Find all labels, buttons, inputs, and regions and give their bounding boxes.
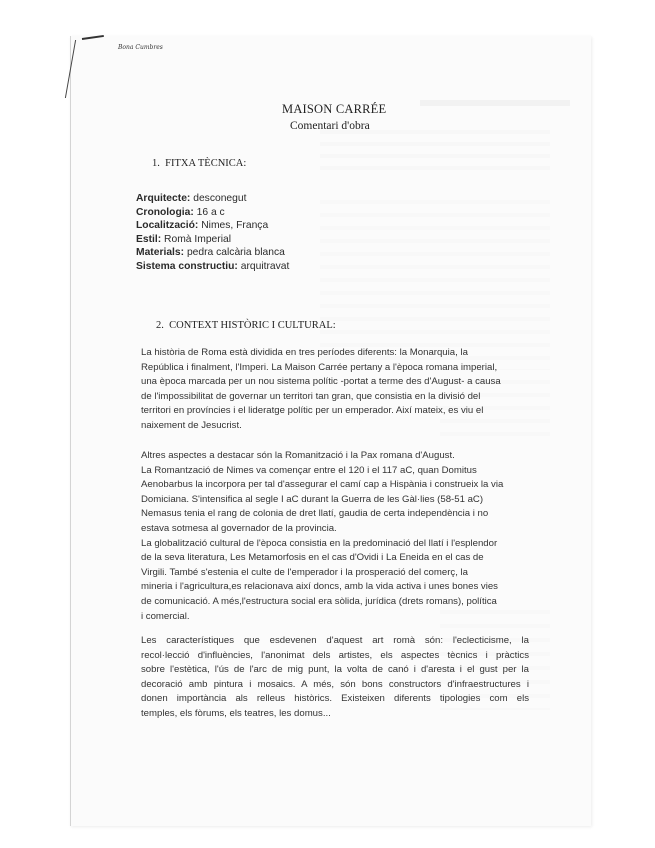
text-line: decoració amb pintura i mosaics. A més, són bons constructors d'infraestructures i bbox=[141, 678, 529, 690]
text-line: una època marcada per un nou sistema polític -portat a terme des d'August- a causa bbox=[141, 376, 501, 388]
fitxa-value: desconegut bbox=[190, 193, 247, 204]
section-heading-context bbox=[156, 320, 336, 331]
section-title: FITXA TÈCNICA: bbox=[165, 158, 247, 169]
fitxa-row bbox=[136, 219, 376, 233]
text-line: La Romantzació de Nimes va començar entre el 120 i el 117 aC, quan Domitus bbox=[141, 464, 477, 476]
section-heading-fitxa bbox=[152, 158, 246, 169]
bleed-through-text bbox=[320, 130, 550, 170]
text-line: sobre l'estètica, l'ús de l'arc de mig punt, la volta de canó i d'aresta i el gust per la bbox=[141, 664, 529, 676]
paragraph-history bbox=[141, 346, 529, 434]
fitxa-value: pedra calcària blanca bbox=[184, 247, 285, 259]
section-number: 2. bbox=[156, 320, 164, 331]
fitxa-row bbox=[136, 206, 376, 220]
text-line: Altres aspectes a destacar són la Romanització i la Pax romana d'August. bbox=[141, 450, 455, 461]
fitxa-value: Nimes, França bbox=[198, 220, 269, 232]
fitxa-row bbox=[136, 233, 376, 247]
section-number: 1. bbox=[152, 158, 160, 169]
fitxa-value: Romà Imperial bbox=[161, 233, 231, 245]
fitxa-row bbox=[136, 246, 376, 260]
fitxa-label: Sistema constructiu: bbox=[136, 260, 238, 272]
paragraph-characteristics bbox=[141, 634, 529, 722]
text-line: La globalització cultural de l'època consistia en la predominació del llatí i l'esplendor bbox=[141, 537, 498, 549]
text-line: territori en províncies i el lideratge polític per un emperador. Així mateix, es viu el bbox=[141, 405, 484, 417]
text-line: Les característiques que esdevenen d'aquest art romà són: l'eclecticisme, la bbox=[141, 635, 529, 646]
text-line: de l'impossibilitat de governar un territori tan gran, que consistia en la divisió del bbox=[141, 390, 481, 402]
text-line: Domiciana. S'intensifica al segle I aC durant la Guerra de les Gàl·lies (58-51 aC) bbox=[141, 493, 484, 505]
text-line: recol·lecció d'influències, l'anonimat dels artistes, els aspectes tècnics i pràctics bbox=[141, 649, 529, 661]
fitxa-label: Localització: bbox=[136, 220, 199, 232]
fitxa-label: Arquitecte: bbox=[136, 193, 191, 204]
document-subtitle: Comentari d'obra bbox=[290, 120, 370, 132]
text-line: temples, els fòrums, els teatres, les domus... bbox=[141, 707, 331, 719]
fitxa-label: Cronologia: bbox=[136, 206, 194, 218]
document-title: MAISON CARRÉE bbox=[282, 102, 387, 116]
text-line: naixement de Jesucrist. bbox=[141, 419, 242, 431]
text-line: Virgili. També s'estenia el culte de l'emperador i la prosperació del comerç, la bbox=[141, 566, 468, 578]
text-line: La història de Roma està dividida en tres períodes diferents: la Monarquia, la bbox=[141, 347, 468, 358]
bleed-through-text bbox=[420, 100, 570, 107]
fitxa-tecnica-list bbox=[136, 192, 376, 274]
fitxa-label: Materials: bbox=[136, 247, 185, 259]
text-line: mineria i l'agricultura,es relacionava així doncs, amb la vida activa i unes bones vies bbox=[141, 581, 498, 593]
text-line: i comercial. bbox=[141, 610, 190, 622]
text-line: Nemasus tenia el rang de colonia de dret llatí, gaudia de certa independència i no bbox=[141, 508, 489, 520]
fitxa-row bbox=[136, 192, 376, 206]
text-line: estava sotmesa al governador de la provincia. bbox=[141, 522, 337, 534]
text-line: donen importància als relleus històrics. Existeixen diferents tipologies com els bbox=[141, 693, 529, 705]
handwritten-author-note: Bona Cumbres bbox=[118, 44, 163, 51]
text-line: República i finalment, l'Imperi. La Maison Carrée pertany a l'època romana imperial, bbox=[141, 361, 498, 373]
fitxa-row bbox=[136, 260, 376, 274]
fitxa-value: 16 a c bbox=[193, 206, 225, 218]
fitxa-value: arquitravat bbox=[237, 260, 290, 272]
paragraph-romanization bbox=[141, 449, 529, 624]
text-line: de la seva literatura, Les Metamorfosis en el cas d'Ovidi i La Eneida en el cas de bbox=[141, 552, 484, 564]
text-line: de comunicació. A més,l'estructura social era sòlida, jurídica (drets romans), política bbox=[141, 595, 497, 607]
text-line: Aenobarbus la incorpora per tal d'assegurar el camí cap a Hispània i construeix la via bbox=[141, 479, 504, 491]
fitxa-label: Estil: bbox=[136, 233, 162, 245]
section-title: CONTEXT HISTÒRIC I CULTURAL: bbox=[169, 320, 336, 331]
